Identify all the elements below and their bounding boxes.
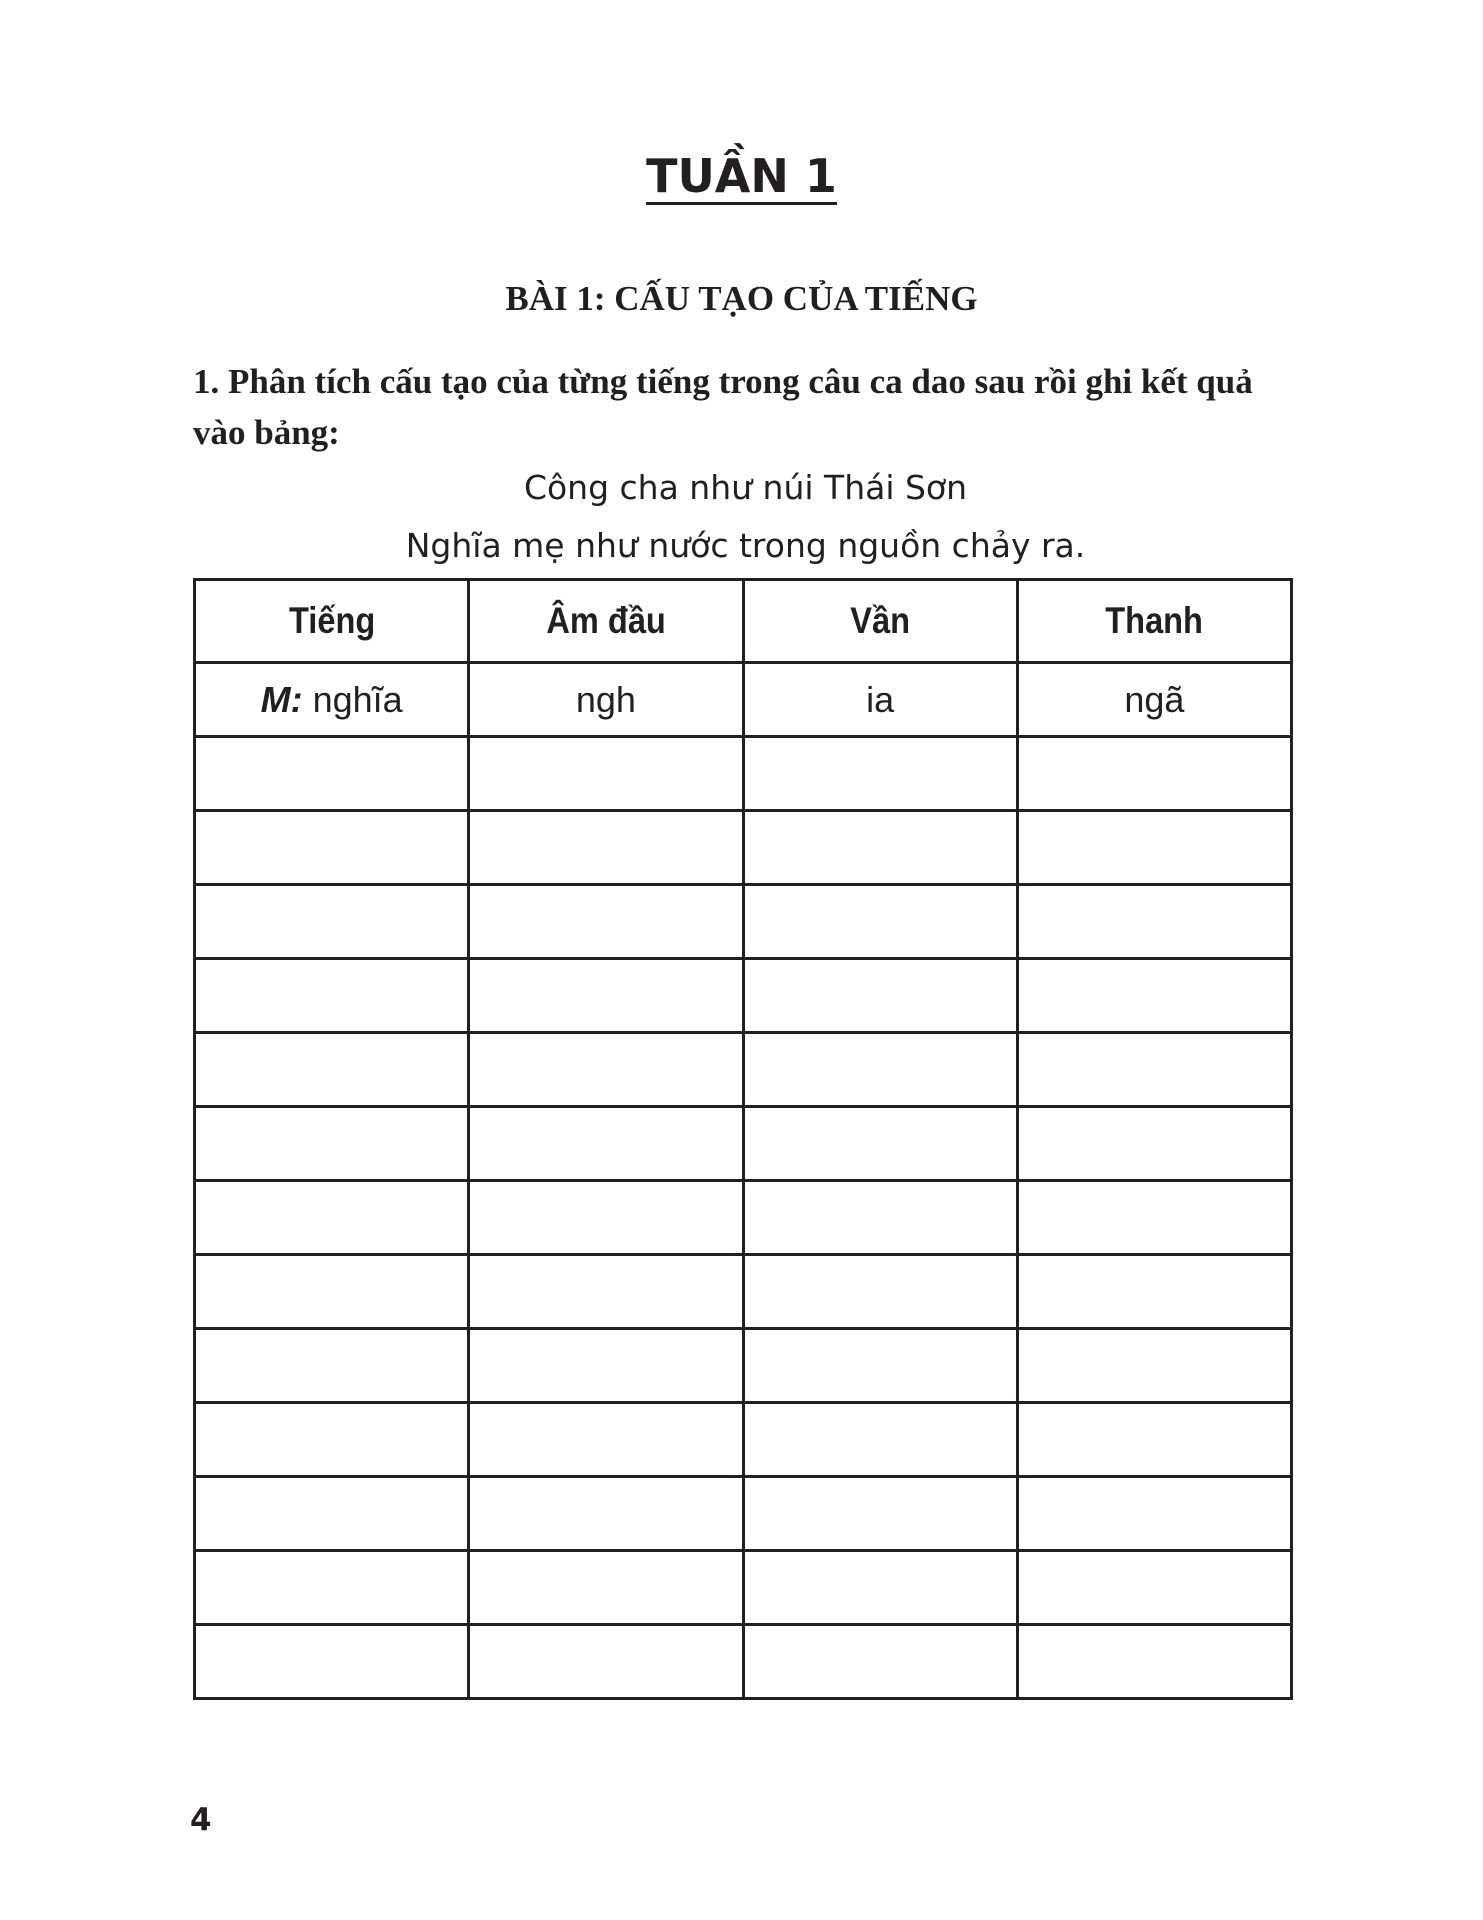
blank-row: [195, 885, 1292, 959]
blank-cell-van[interactable]: [743, 1107, 1017, 1181]
example-am-dau: ngh: [469, 663, 743, 737]
blank-cell-thanh[interactable]: [1017, 959, 1291, 1033]
poem-line-1: Công cha như núi Thái Sơn: [523, 468, 968, 507]
blank-cell-tieng[interactable]: [195, 737, 469, 811]
week-title-text: TUẦN 1: [646, 149, 837, 203]
poem-line-2: Nghĩa mẹ như nước trong nguồn chảy ra.: [405, 526, 1086, 565]
blank-cell-tieng[interactable]: [195, 1625, 469, 1699]
blank-cell-thanh[interactable]: [1017, 1329, 1291, 1403]
blank-cell-am-dau[interactable]: [469, 959, 743, 1033]
blank-cell-tieng[interactable]: [195, 1181, 469, 1255]
blank-cell-van[interactable]: [743, 737, 1017, 811]
blank-cell-tieng[interactable]: [195, 1255, 469, 1329]
blank-cell-am-dau[interactable]: [469, 1181, 743, 1255]
blank-cell-thanh[interactable]: [1017, 1033, 1291, 1107]
blank-cell-thanh[interactable]: [1017, 885, 1291, 959]
blank-cell-am-dau[interactable]: [469, 1477, 743, 1551]
blank-row: [195, 1107, 1292, 1181]
blank-cell-am-dau[interactable]: [469, 737, 743, 811]
blank-row: [195, 1033, 1292, 1107]
blank-cell-tieng[interactable]: [195, 959, 469, 1033]
blank-cell-tieng[interactable]: [195, 1329, 469, 1403]
week-title: [0, 148, 1483, 205]
blank-row: [195, 1181, 1292, 1255]
blank-cell-am-dau[interactable]: [469, 885, 743, 959]
blank-cell-tieng[interactable]: [195, 811, 469, 885]
blank-cell-van[interactable]: [743, 1477, 1017, 1551]
blank-cell-tieng[interactable]: [195, 1551, 469, 1625]
example-tieng-value: nghĩa: [312, 678, 403, 720]
blank-cell-thanh[interactable]: [1017, 737, 1291, 811]
blank-cell-tieng[interactable]: [195, 1107, 469, 1181]
exercise-instruction: 1. Phân tích cấu tạo của từng tiếng trong câu ca dao sau rồi ghi kết quả vào bảng:: [193, 362, 1253, 452]
blank-cell-van[interactable]: [743, 1551, 1017, 1625]
blank-cell-am-dau[interactable]: [469, 811, 743, 885]
blank-row: [195, 1551, 1292, 1625]
blank-cell-thanh[interactable]: [1017, 1551, 1291, 1625]
blank-row: [195, 1255, 1292, 1329]
blank-cell-thanh[interactable]: [1017, 1255, 1291, 1329]
lesson-title: BÀI 1: CẤU TẠO CỦA TIẾNG: [505, 279, 978, 318]
blank-cell-am-dau[interactable]: [469, 1329, 743, 1403]
blank-cell-tieng[interactable]: [195, 1403, 469, 1477]
blank-cell-tieng[interactable]: [195, 885, 469, 959]
example-van: ia: [743, 663, 1017, 737]
blank-row: [195, 1477, 1292, 1551]
header-thanh: Thanh: [1034, 580, 1275, 663]
blank-row: [195, 959, 1292, 1033]
blank-cell-van[interactable]: [743, 1033, 1017, 1107]
blank-cell-thanh[interactable]: [1017, 1625, 1291, 1699]
blank-cell-thanh[interactable]: [1017, 1403, 1291, 1477]
blank-cell-am-dau[interactable]: [469, 1107, 743, 1181]
blank-cell-thanh[interactable]: [1017, 811, 1291, 885]
blank-cell-van[interactable]: [743, 1181, 1017, 1255]
blank-cell-van[interactable]: [743, 1625, 1017, 1699]
table-header-row: [195, 580, 1292, 663]
example-label: M:: [260, 678, 303, 720]
blank-row: [195, 1329, 1292, 1403]
blank-cell-van[interactable]: [743, 885, 1017, 959]
header-van: Vần: [759, 580, 1000, 663]
blank-cell-am-dau[interactable]: [469, 1625, 743, 1699]
example-row: [195, 663, 1292, 737]
blank-cell-thanh[interactable]: [1017, 1477, 1291, 1551]
blank-cell-am-dau[interactable]: [469, 1403, 743, 1477]
blank-cell-tieng[interactable]: [195, 1033, 469, 1107]
blank-row: [195, 737, 1292, 811]
blank-cell-tieng[interactable]: [195, 1477, 469, 1551]
blank-cell-am-dau[interactable]: [469, 1033, 743, 1107]
blank-row: [195, 811, 1292, 885]
blank-cell-am-dau[interactable]: [469, 1551, 743, 1625]
blank-cell-am-dau[interactable]: [469, 1255, 743, 1329]
header-tieng: Tiếng: [211, 580, 452, 663]
blank-cell-van[interactable]: [743, 811, 1017, 885]
blank-row: [195, 1403, 1292, 1477]
header-am-dau: Âm đầu: [485, 580, 726, 663]
blank-cell-van[interactable]: [743, 1255, 1017, 1329]
blank-row: [195, 1625, 1292, 1699]
blank-cell-thanh[interactable]: [1017, 1181, 1291, 1255]
page-number: 4: [190, 1802, 212, 1838]
blank-cell-van[interactable]: [743, 959, 1017, 1033]
analysis-table: [193, 578, 1293, 1700]
blank-cell-van[interactable]: [743, 1329, 1017, 1403]
example-thanh: ngã: [1017, 663, 1291, 737]
blank-cell-van[interactable]: [743, 1403, 1017, 1477]
blank-cell-thanh[interactable]: [1017, 1107, 1291, 1181]
example-tieng: [195, 663, 469, 737]
